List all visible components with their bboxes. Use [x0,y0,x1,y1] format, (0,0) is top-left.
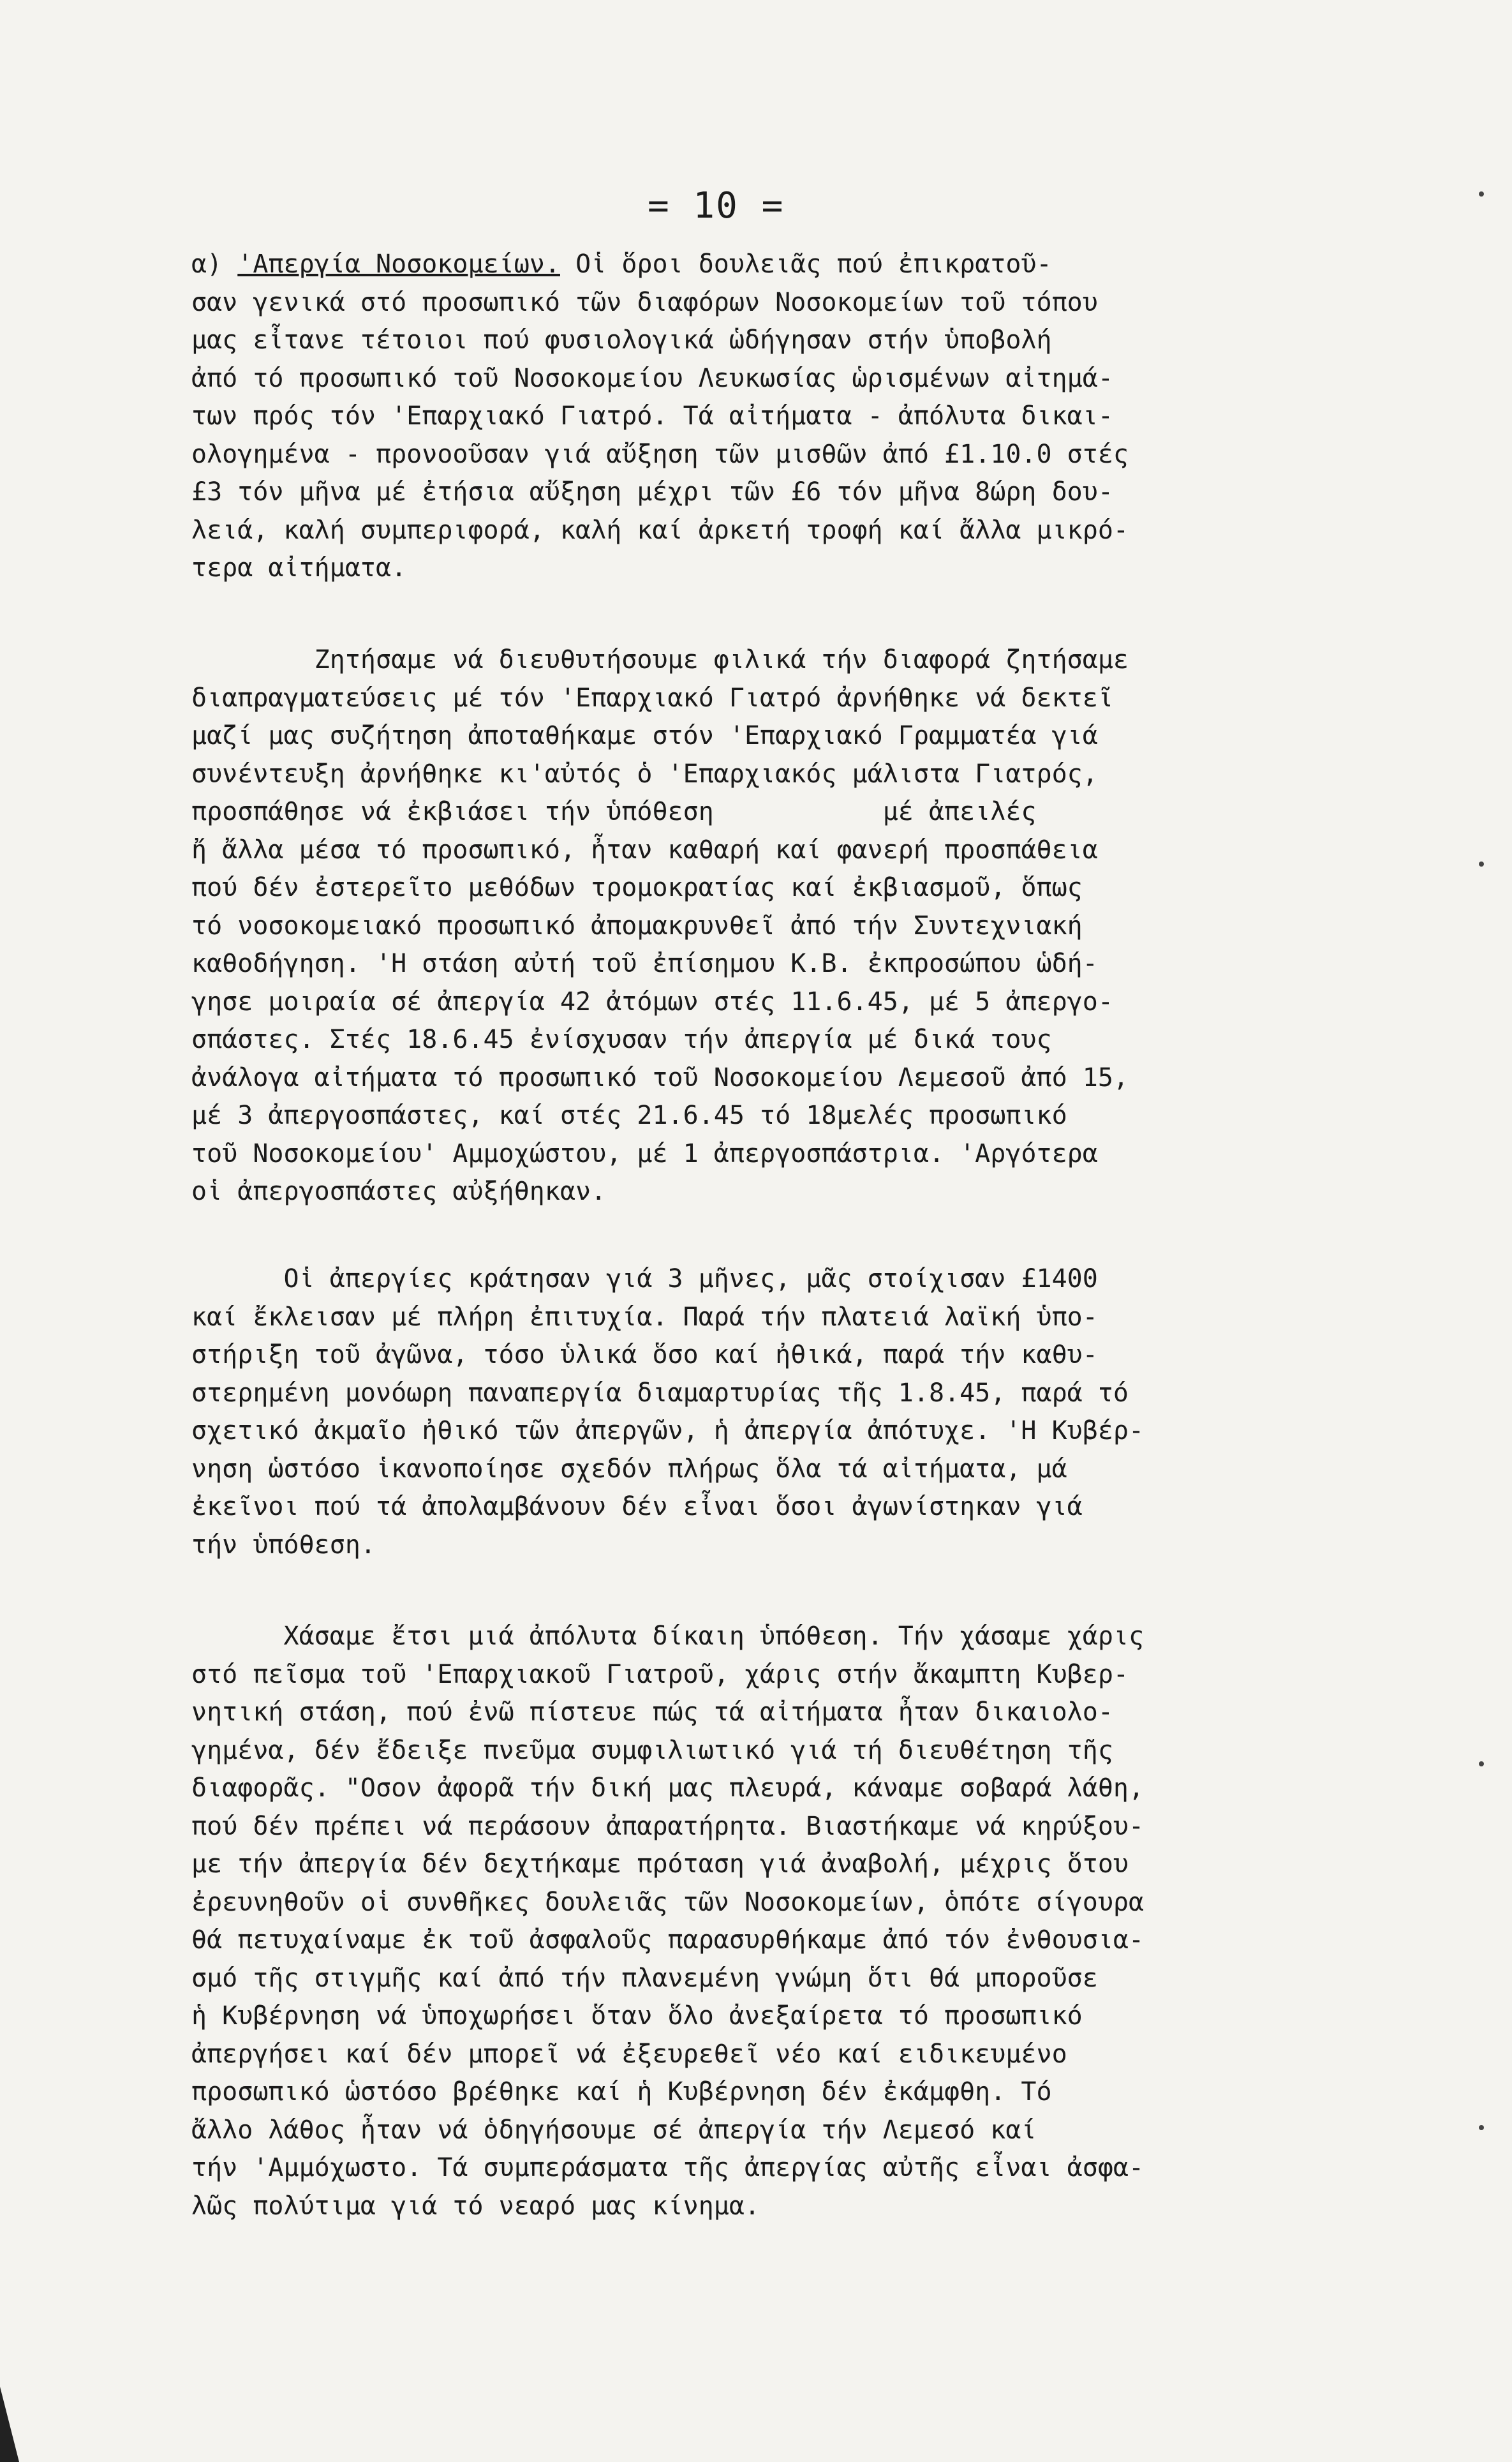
paragraph-line: λῶς πολύτιμα γιά τό νεαρό μας κίνημα. [191,2191,760,2221]
paragraph-line: καθοδήγηση. 'Η στάση αὐτή τοῦ ἐπίσημου Κ.Β. ἐκπροσώπου ὡδή- [191,949,1098,978]
paragraph-line: ἄλλο λάθος ἦταν νά ὁδηγήσουμε σέ ἀπεργία τήν Λεμεσό καί [191,2115,1037,2145]
paragraph-line: μας εἶτανε τέτοιοι πού φυσιολογικά ὡδήγησαν στήν ὑποβολή [191,325,1052,355]
paragraph-line: ἀνάλογα αἰτήματα τό προσωπικό τοῦ Νοσοκομείου Λεμεσοῦ ἀπό 15, [191,1063,1129,1093]
paragraph-line: πού δέν ἐστερεῖτο μεθόδων τρομοκρατίας καί ἐκβιασμοῦ, ὅπως [191,873,1083,902]
paragraph-line: διαφορᾶς. "Οσον ἀφορᾶ τήν δική μας πλευρά, κάναμε σοβαρά λάθη, [191,1773,1145,1803]
section-heading: 'Απεργία Νοσοκομείων. [237,250,560,279]
section-marker: α) [191,250,238,279]
paragraph-line: οἱ ἀπεργοσπάστες αὐξήθηκαν. [191,1177,607,1206]
paragraph-line: συνέντευξη ἀρνήθηκε κι'αὐτός ὁ 'Επαρχιακός μάλιστα Γιατρός, [191,759,1098,789]
paragraph-line: £3 τόν μῆνα μέ ἐτήσια αὔξηση μέχρι τῶν £6 τόν μῆνα 8ώρη δου- [191,477,1113,507]
paragraph-line: στερημένη μονόωρη παναπεργία διαμαρτυρίας τῆς 1.8.45, παρά τό [191,1378,1129,1408]
page-number: = 10 = [648,185,785,227]
paragraph-line: τερα αἰτήματα. [191,553,407,583]
paragraph-line: σχετικό ἀκμαῖο ἠθικό τῶν ἀπεργῶν, ἡ ἀπεργία ἀπότυχε. 'Η Κυβέρ- [191,1416,1145,1445]
scan-edge-mark [0,2387,19,2462]
scan-speck [1479,191,1484,197]
paragraph-line [191,246,1391,284]
paragraph-line: τό νοσοκομειακό προσωπικό ἀπομακρυνθεῖ ἀπό τήν Συντεχνιακή [191,911,1083,941]
paragraph-line: τοῦ Νοσοκομείου' Αμμοχώστου, μέ 1 ἀπεργοσπάστρια. 'Αργότερα [191,1138,1098,1168]
paragraph-strike-duration [191,1260,1391,1564]
paragraph-line: γησε μοιραία σέ ἀπεργία 42 ἀτόμων στές 11.6.45, μέ 5 ἀπεργο- [191,987,1113,1017]
paragraph-line: ἤ ἄλλα μέσα τό προσωπικό, ἦταν καθαρή καί φανερή προσπάθεια [191,835,1098,865]
paragraph-line: νητική στάση, πού ἐνῶ πίστευε πώς τά αἰτήματα ἦταν δικαιολο- [191,1697,1113,1727]
paragraph-strike-intro [191,246,1391,588]
scan-speck [1479,2125,1484,2130]
paragraph-line: καί ἔκλεισαν μέ πλήρη ἐπιτυχία. Παρά τήν πλατειά λαϊκή ὑπο- [191,1302,1098,1332]
paragraph-line: ἀπό τό προσωπικό τοῦ Νοσοκομείου Λευκωσίας ὡρισμένων αἰτημά- [191,363,1113,393]
paragraph-line: Ζητήσαμε νά διευθυτήσουμε φιλικά τήν διαφορά ζητήσαμε [191,645,1129,675]
paragraph-line: διαπραγματεύσεις μέ τόν 'Επαρχιακό Γιατρό ἀρνήθηκε νά δεκτεῖ [191,683,1113,713]
paragraph-line: στήριξη τοῦ ἀγῶνα, τόσο ὑλικά ὅσο καί ἠθικά, παρά τήν καθυ- [191,1340,1098,1369]
paragraph-line: των πρός τόν 'Επαρχιακό Γιατρό. Τά αἰτήματα - ἀπόλυτα δικαι- [191,401,1113,431]
paragraph-line: μαζί μας συζήτηση ἀποταθήκαμε στόν 'Επαρχιακό Γραμματέα γιά [191,721,1098,750]
paragraph-line: προσωπικό ὡστόσο βρέθηκε καί ἡ Κυβέρνηση δέν ἐκάμφθη. Τό [191,2077,1052,2107]
paragraph-lessons [191,1618,1391,2225]
heading-continuation: Οἱ ὅροι δουλειᾶς πού ἐπικρατοῦ- [560,250,1052,279]
paragraph-line: ἐκεῖνοι πού τά ἀπολαμβάνουν δέν εἶναι ὅσοι ἀγωνίστηκαν γιά [191,1492,1083,1521]
paragraph-line: ἀπεργήσει καί δέν μπορεῖ νά ἐξευρεθεῖ νέο καί ειδικευμένο [191,2039,1067,2069]
paragraph-line: πού δέν πρέπει νά περάσουν ἀπαρατήρητα. Βιαστήκαμε νά κηρύξου- [191,1811,1145,1841]
paragraph-line: ολογημένα - προνοοῦσαν γιά αὔξηση τῶν μισθῶν ἀπό £1.10.0 στές [191,439,1129,469]
scan-speck [1479,862,1484,867]
paragraph-line: τήν 'Αμμόχωστο. Τά συμπεράσματα τῆς ἀπεργίας αὐτῆς εἶναι ἀσφα- [191,2153,1145,2182]
paragraph-line: στό πεῖσμα τοῦ 'Επαρχιακοῦ Γιατροῦ, χάρις στήν ἄκαμπτη Κυβερ- [191,1659,1129,1689]
paragraph-line: θά πετυχαίναμε ἐκ τοῦ ἀσφαλοῦς παρασυρθήκαμε ἀπό τόν ἐνθουσια- [191,1925,1145,1955]
paragraph-line: ἐρευνηθοῦν οἱ συνθῆκες δουλειᾶς τῶν Νοσοκομείων, ὁπότε σίγουρα [191,1887,1145,1917]
paragraph-line: μέ 3 ἀπεργοσπάστες, καί στές 21.6.45 τό 18μελές προσωπικό [191,1101,1067,1130]
paragraph-line: γημένα, δέν ἔδειξε πνεῦμα συμφιλιωτικό γιά τή διευθέτηση τῆς [191,1735,1113,1765]
paragraph-line: Χάσαμε ἔτσι μιά ἀπόλυτα δίκαιη ὑπόθεση. Τήν χάσαμε χάρις [191,1622,1145,1651]
paragraph-line: σπάστες. Στές 18.6.45 ἐνίσχυσαν τήν ἀπεργία μέ δικά τους [191,1025,1052,1054]
paragraph-line: τήν ὑπόθεση. [191,1530,376,1560]
paragraph-line: λειά, καλή συμπεριφορά, καλή καί ἀρκετή τροφή καί ἄλλα μικρό- [191,515,1129,545]
paragraph-line: σμό τῆς στιγμῆς καί ἀπό τήν πλανεμένη γνώμη ὅτι θά μποροῦσε [191,1963,1098,1993]
paragraph-negotiations [191,641,1391,1211]
paragraph-line: σαν γενικά στό προσωπικό τῶν διαφόρων Νοσοκομείων τοῦ τόπου [191,287,1098,317]
paragraph-line: προσπάθησε νά ἐκβιάσει τήν ὑπόθεση μέ ἀπειλές [191,797,1037,826]
paragraph-line: Οἱ ἀπεργίες κράτησαν γιά 3 μῆνες, μᾶς στοίχισαν £1400 [191,1264,1098,1294]
paragraph-line: με τήν ἀπεργία δέν δεχτήκαμε πρόταση γιά ἀναβολή, μέχρις ὅτου [191,1849,1129,1879]
scan-speck [1479,1761,1484,1766]
paragraph-line: ἡ Κυβέρνηση νά ὑποχωρήσει ὅταν ὅλο ἀνεξαίρετα τό προσωπικό [191,2001,1083,2031]
paragraph-line: νηση ὡστόσο ἱκανοποίησε σχεδόν πλήρως ὅλα τά αἰτήματα, μά [191,1454,1067,1484]
